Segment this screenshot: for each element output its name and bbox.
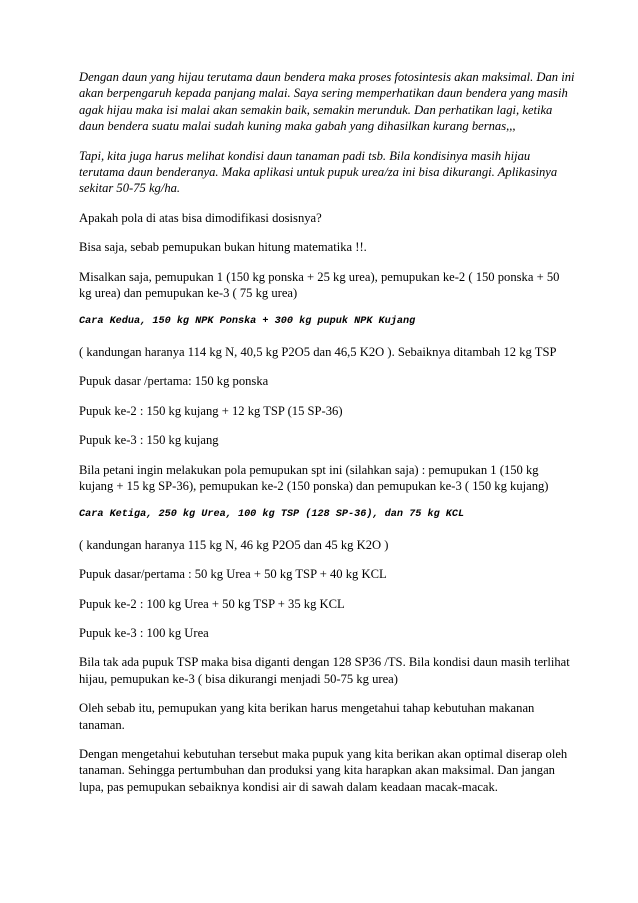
paragraph-pupuk-ke2-ketiga: Pupuk ke-2 : 100 kg Urea + 50 kg TSP + 35 kg KCL (79, 596, 345, 611)
paragraph-kondisi-daun: Tapi, kita juga harus melihat kondisi daun tanaman padi tsb. Bila kondisinya masih hijau terutama daun benderanya. Maka aplikasi untuk pupuk urea/za ini bisa dikurangi. Aplikasinya sekitar 50-75 kg/ha. (79, 148, 558, 196)
paragraph-bila-petani: Bila petani ingin melakukan pola pemupukan spt ini (silahkan saja) : pemupukan 1 (150 kg kujang + 15 kg SP-36), pemupukan ke-2 (150 ponska) dan pemupukan ke-3 ( 150 kg kujang) (79, 462, 549, 493)
paragraph-pupuk-ke3-kedua: Pupuk ke-3 : 150 kg kujang (79, 433, 219, 448)
document-page (79, 69, 575, 808)
paragraph-kandungan-hara-kedua: ( kandungan haranya 114 kg N, 40,5 kg P2O5 dan 46,5 K2O ). Sebaiknya ditambah 12 kg TSP (79, 344, 557, 359)
paragraph-daun-bendera: Dengan daun yang hijau terutama daun bendera maka proses fotosintesis akan maksimal. Dan ini akan berpengaruh kepada panjang malai. Saya sering memperhatikan daun bendera yang masih agak hijau maka isi malai akan semakin baik, semakin merunduk. Dan perhatikan lagi, ketika daun bendera suatu malai sudah kuning maka gabah yang dihasilkan kurang bernas,,, (79, 70, 575, 134)
paragraph-kandungan-hara-ketiga: ( kandungan haranya 115 kg N, 46 kg P2O5 dan 45 kg K2O ) (79, 537, 389, 552)
paragraph-pupuk-ke2-kedua: Pupuk ke-2 : 150 kg kujang + 12 kg TSP (15 SP-36) (79, 403, 343, 418)
paragraph-pupuk-ke3-ketiga: Pupuk ke-3 : 100 kg Urea (79, 625, 209, 640)
paragraph-tsp-alternatif: Bila tak ada pupuk TSP maka bisa diganti dengan 128 SP36 /TS. Bila kondisi daun masih terlihat hijau, pemupukan ke-3 ( bisa dikurangi menjadi 50-75 kg urea) (79, 655, 570, 686)
paragraph-pupuk-dasar-ketiga: Pupuk dasar/pertama : 50 kg Urea + 50 kg TSP + 40 kg KCL (79, 567, 387, 582)
paragraph-misalkan-saja: Misalkan saja, pemupukan 1 (150 kg ponska + 25 kg urea), pemupukan ke-2 ( 150 ponska + 50 kg urea) dan pemupukan ke-3 ( 75 kg urea) (79, 269, 560, 301)
paragraph-question-modifikasi: Apakah pola di atas bisa dimodifikasi dosisnya? (79, 210, 322, 225)
paragraph-kesimpulan: Dengan mengetahui kebutuhan tersebut maka pupuk yang kita berikan akan optimal diserap oleh tanaman. Sehingga pertumbuhan dan produksi yang kita harapkan akan maksimal. Dan jangan lupa, pas pemupukan sebaiknya kondisi air di sawah dalam keadaan macak-macak. (79, 746, 568, 794)
paragraph-pupuk-dasar-kedua: Pupuk dasar /pertama: 150 kg ponska (79, 374, 269, 389)
paragraph-answer-bisa-saja: Bisa saja, sebab pemupukan bukan hitung matematika !!. (79, 240, 367, 255)
paragraph-oleh-sebab-itu: Oleh sebab itu, pemupukan yang kita berikan harus mengetahui tahap kebutuhan makanan tanaman. (79, 701, 535, 732)
heading-cara-kedua: Cara Kedua, 150 kg NPK Ponska + 300 kg pupuk NPK Kujang (79, 316, 416, 328)
heading-cara-ketiga: Cara Ketiga, 250 kg Urea, 100 kg TSP (128 SP-36), dan 75 kg KCL (79, 509, 465, 521)
